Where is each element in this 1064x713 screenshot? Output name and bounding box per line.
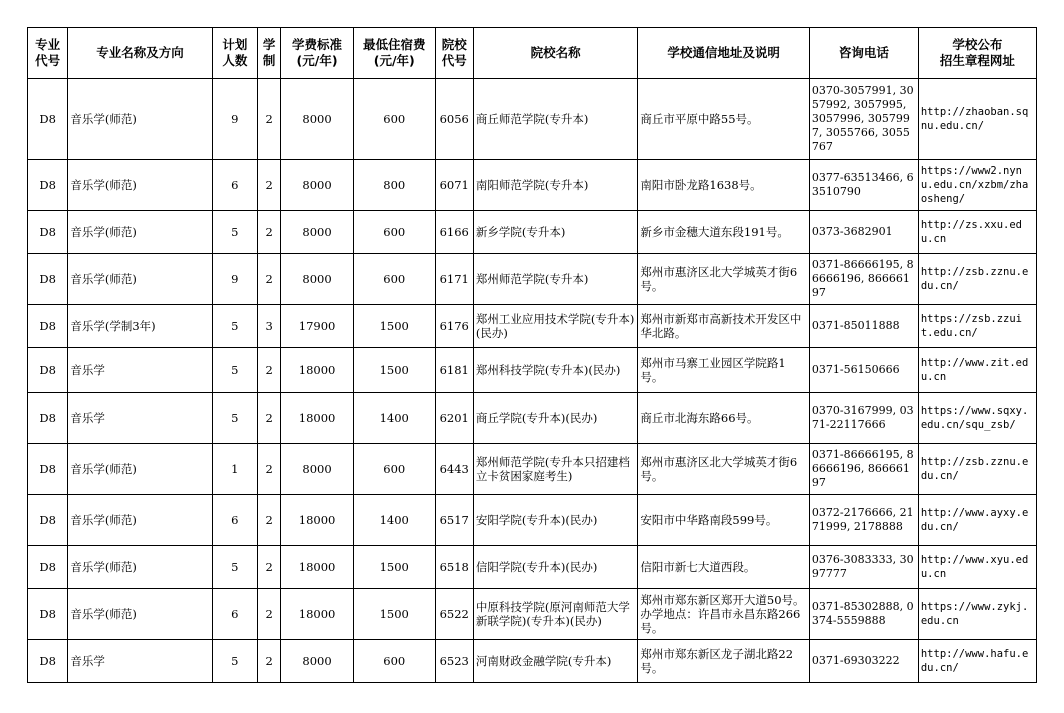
cell-duration: 2 [258,444,281,495]
cell-duration: 2 [258,348,281,393]
cell-major-name: 音乐学 [68,348,212,393]
cell-address: 商丘市北海东路66号。 [638,393,810,444]
cell-school-code: 6166 [435,211,473,254]
cell-duration: 2 [258,79,281,160]
cell-school-name: 郑州师范学院(专升本) [473,254,637,305]
header-text: 人数 [222,53,248,68]
header-address [638,28,810,79]
table-row [28,393,1037,444]
cell-duration: 2 [258,495,281,546]
cell-major-code: D8 [28,546,68,589]
cell-plan-count: 6 [212,160,257,211]
table-row [28,254,1037,305]
cell-address: 郑州市马寨工业园区学院路1号。 [638,348,810,393]
cell-tuition: 8000 [281,211,354,254]
cell-tuition: 8000 [281,444,354,495]
cell-phone: 0371-86666195, 86666196, 86666197 [809,254,918,305]
header-text: 招生章程网址 [939,53,1015,68]
cell-lodging-fee: 1400 [353,393,435,444]
cell-school-name: 郑州工业应用技术学院(专升本)(民办) [473,305,637,348]
header-text: 制 [262,53,276,68]
header-text: (元/年) [296,53,338,68]
header-text: 学校公布 [952,37,1003,52]
cell-address: 新乡市金穗大道东段191号。 [638,211,810,254]
cell-lodging-fee: 1500 [353,348,435,393]
header-school-name [473,28,637,79]
cell-url: http://zs.xxu.edu.cn [918,211,1036,254]
cell-phone: 0371-86666195, 86666196, 86666197 [809,444,918,495]
header-major-name [68,28,212,79]
cell-school-code: 6056 [435,79,473,160]
cell-url: http://zhaoban.sqnu.edu.cn/ [918,79,1036,160]
cell-address: 郑州市惠济区北大学城英才街6号。 [638,444,810,495]
table-header [28,28,1037,79]
cell-lodging-fee: 600 [353,211,435,254]
cell-address: 安阳市中华路南段599号。 [638,495,810,546]
cell-lodging-fee: 600 [353,640,435,683]
header-phone [809,28,918,79]
cell-school-name: 中原科技学院(原河南师范大学新联学院)(专升本)(民办) [473,589,637,640]
cell-school-name: 郑州师范学院(专升本只招建档立卡贫困家庭考生) [473,444,637,495]
cell-school-code: 6171 [435,254,473,305]
cell-school-code: 6523 [435,640,473,683]
header-school-code [435,28,473,79]
admissions-table [27,27,1037,683]
header-text: 院校 [441,37,467,52]
cell-major-name: 音乐学(学制3年) [68,305,212,348]
cell-school-name: 河南财政金融学院(专升本) [473,640,637,683]
cell-major-code: D8 [28,640,68,683]
cell-address: 郑州市郑东新区郑开大道50号。办学地点：许昌市永昌东路266号。 [638,589,810,640]
header-text: 咨询电话 [838,45,889,60]
cell-address: 郑州市惠济区北大学城英才街6号。 [638,254,810,305]
cell-major-name: 音乐学(师范) [68,546,212,589]
cell-tuition: 18000 [281,348,354,393]
cell-phone: 0372-2176666, 2171999, 2178888 [809,495,918,546]
cell-school-name: 信阳学院(专升本)(民办) [473,546,637,589]
cell-school-name: 安阳学院(专升本)(民办) [473,495,637,546]
cell-lodging-fee: 800 [353,160,435,211]
cell-major-name: 音乐学(师范) [68,444,212,495]
cell-plan-count: 5 [212,305,257,348]
cell-duration: 2 [258,546,281,589]
table-row [28,444,1037,495]
cell-duration: 2 [258,254,281,305]
cell-phone: 0370-3057991, 3057992, 3057995, 3057996, 3057997, 3055766, 3055767 [809,79,918,160]
cell-url: https://www.zykj.edu.cn [918,589,1036,640]
header-text: 专业名称及方向 [96,45,184,60]
cell-url: http://zsb.zznu.edu.cn/ [918,254,1036,305]
cell-major-code: D8 [28,495,68,546]
cell-duration: 2 [258,589,281,640]
cell-school-name: 郑州科技学院(专升本)(民办) [473,348,637,393]
table-row [28,305,1037,348]
header-duration [258,28,281,79]
header-url [918,28,1036,79]
cell-duration: 2 [258,393,281,444]
cell-phone: 0371-69303222 [809,640,918,683]
header-text: (元/年) [373,53,415,68]
header-text: 学费标准 [292,37,343,52]
cell-plan-count: 5 [212,640,257,683]
cell-school-name: 南阳师范学院(专升本) [473,160,637,211]
cell-url: http://www.ayxy.edu.cn/ [918,495,1036,546]
cell-major-name: 音乐学(师范) [68,495,212,546]
cell-phone: 0371-85011888 [809,305,918,348]
cell-lodging-fee: 1500 [353,546,435,589]
cell-url: https://zsb.zzuit.edu.cn/ [918,305,1036,348]
cell-school-code: 6443 [435,444,473,495]
header-text: 计划 [222,37,248,52]
cell-tuition: 8000 [281,160,354,211]
header-text: 学 [262,37,276,52]
cell-lodging-fee: 1500 [353,589,435,640]
cell-tuition: 8000 [281,640,354,683]
cell-major-code: D8 [28,305,68,348]
table-body [28,79,1037,683]
cell-school-code: 6181 [435,348,473,393]
cell-duration: 2 [258,640,281,683]
cell-url: http://www.hafu.edu.cn/ [918,640,1036,683]
cell-school-name: 商丘学院(专升本)(民办) [473,393,637,444]
cell-plan-count: 5 [212,546,257,589]
cell-lodging-fee: 1400 [353,495,435,546]
cell-address: 商丘市平原中路55号。 [638,79,810,160]
table-row [28,589,1037,640]
header-text: 代号 [35,53,61,68]
cell-tuition: 18000 [281,393,354,444]
cell-major-name: 音乐学(师范) [68,160,212,211]
cell-major-code: D8 [28,393,68,444]
cell-lodging-fee: 1500 [353,305,435,348]
header-lodging-fee [353,28,435,79]
cell-plan-count: 5 [212,211,257,254]
cell-url: http://www.zit.edu.cn [918,348,1036,393]
cell-school-code: 6518 [435,546,473,589]
cell-plan-count: 5 [212,393,257,444]
cell-major-code: D8 [28,254,68,305]
cell-major-name: 音乐学(师范) [68,79,212,160]
header-tuition [281,28,354,79]
cell-plan-count: 9 [212,79,257,160]
cell-url: http://zsb.zznu.edu.cn/ [918,444,1036,495]
table-row [28,495,1037,546]
cell-address: 信阳市新七大道西段。 [638,546,810,589]
cell-tuition: 17900 [281,305,354,348]
cell-tuition: 18000 [281,495,354,546]
cell-address: 南阳市卧龙路1638号。 [638,160,810,211]
cell-lodging-fee: 600 [353,79,435,160]
header-text: 最低住宿费 [362,37,426,52]
cell-phone: 0373-3682901 [809,211,918,254]
cell-tuition: 18000 [281,589,354,640]
cell-tuition: 8000 [281,254,354,305]
cell-school-code: 6071 [435,160,473,211]
header-text: 学校通信地址及说明 [667,45,780,60]
cell-major-name: 音乐学 [68,640,212,683]
header-text: 代号 [441,53,467,68]
cell-major-name: 音乐学(师范) [68,254,212,305]
cell-major-name: 音乐学(师范) [68,589,212,640]
cell-url: http://www.xyu.edu.cn [918,546,1036,589]
cell-lodging-fee: 600 [353,444,435,495]
cell-plan-count: 9 [212,254,257,305]
cell-major-name: 音乐学(师范) [68,211,212,254]
table-row [28,211,1037,254]
cell-school-name: 商丘师范学院(专升本) [473,79,637,160]
cell-lodging-fee: 600 [353,254,435,305]
cell-plan-count: 6 [212,495,257,546]
cell-major-code: D8 [28,211,68,254]
table-row [28,348,1037,393]
cell-major-code: D8 [28,348,68,393]
cell-school-code: 6201 [435,393,473,444]
cell-tuition: 18000 [281,546,354,589]
cell-phone: 0371-85302888, 0374-5559888 [809,589,918,640]
table-row [28,160,1037,211]
header-text: 专业 [35,37,61,52]
header-text: 院校名称 [530,45,581,60]
cell-major-code: D8 [28,160,68,211]
cell-address: 郑州市郑东新区龙子湖北路22号。 [638,640,810,683]
cell-tuition: 8000 [281,79,354,160]
table-row [28,546,1037,589]
cell-duration: 3 [258,305,281,348]
cell-phone: 0371-56150666 [809,348,918,393]
cell-plan-count: 5 [212,348,257,393]
header-plan-count [212,28,257,79]
cell-url: https://www2.nynu.edu.cn/xzbm/zhaosheng/ [918,160,1036,211]
cell-school-code: 6176 [435,305,473,348]
cell-duration: 2 [258,211,281,254]
cell-phone: 0377-63513466, 63510790 [809,160,918,211]
cell-major-code: D8 [28,444,68,495]
cell-phone: 0370-3167999, 0371-22117666 [809,393,918,444]
cell-major-name: 音乐学 [68,393,212,444]
cell-phone: 0376-3083333, 3097777 [809,546,918,589]
cell-plan-count: 1 [212,444,257,495]
cell-address: 郑州市新郑市高新技术开发区中华北路。 [638,305,810,348]
cell-school-name: 新乡学院(专升本) [473,211,637,254]
table-row [28,79,1037,160]
cell-plan-count: 6 [212,589,257,640]
cell-major-code: D8 [28,79,68,160]
header-row [28,28,1037,79]
table-row [28,640,1037,683]
cell-url: https://www.sqxy.edu.cn/squ_zsb/ [918,393,1036,444]
cell-duration: 2 [258,160,281,211]
cell-major-code: D8 [28,589,68,640]
cell-school-code: 6522 [435,589,473,640]
header-major-code [28,28,68,79]
cell-school-code: 6517 [435,495,473,546]
